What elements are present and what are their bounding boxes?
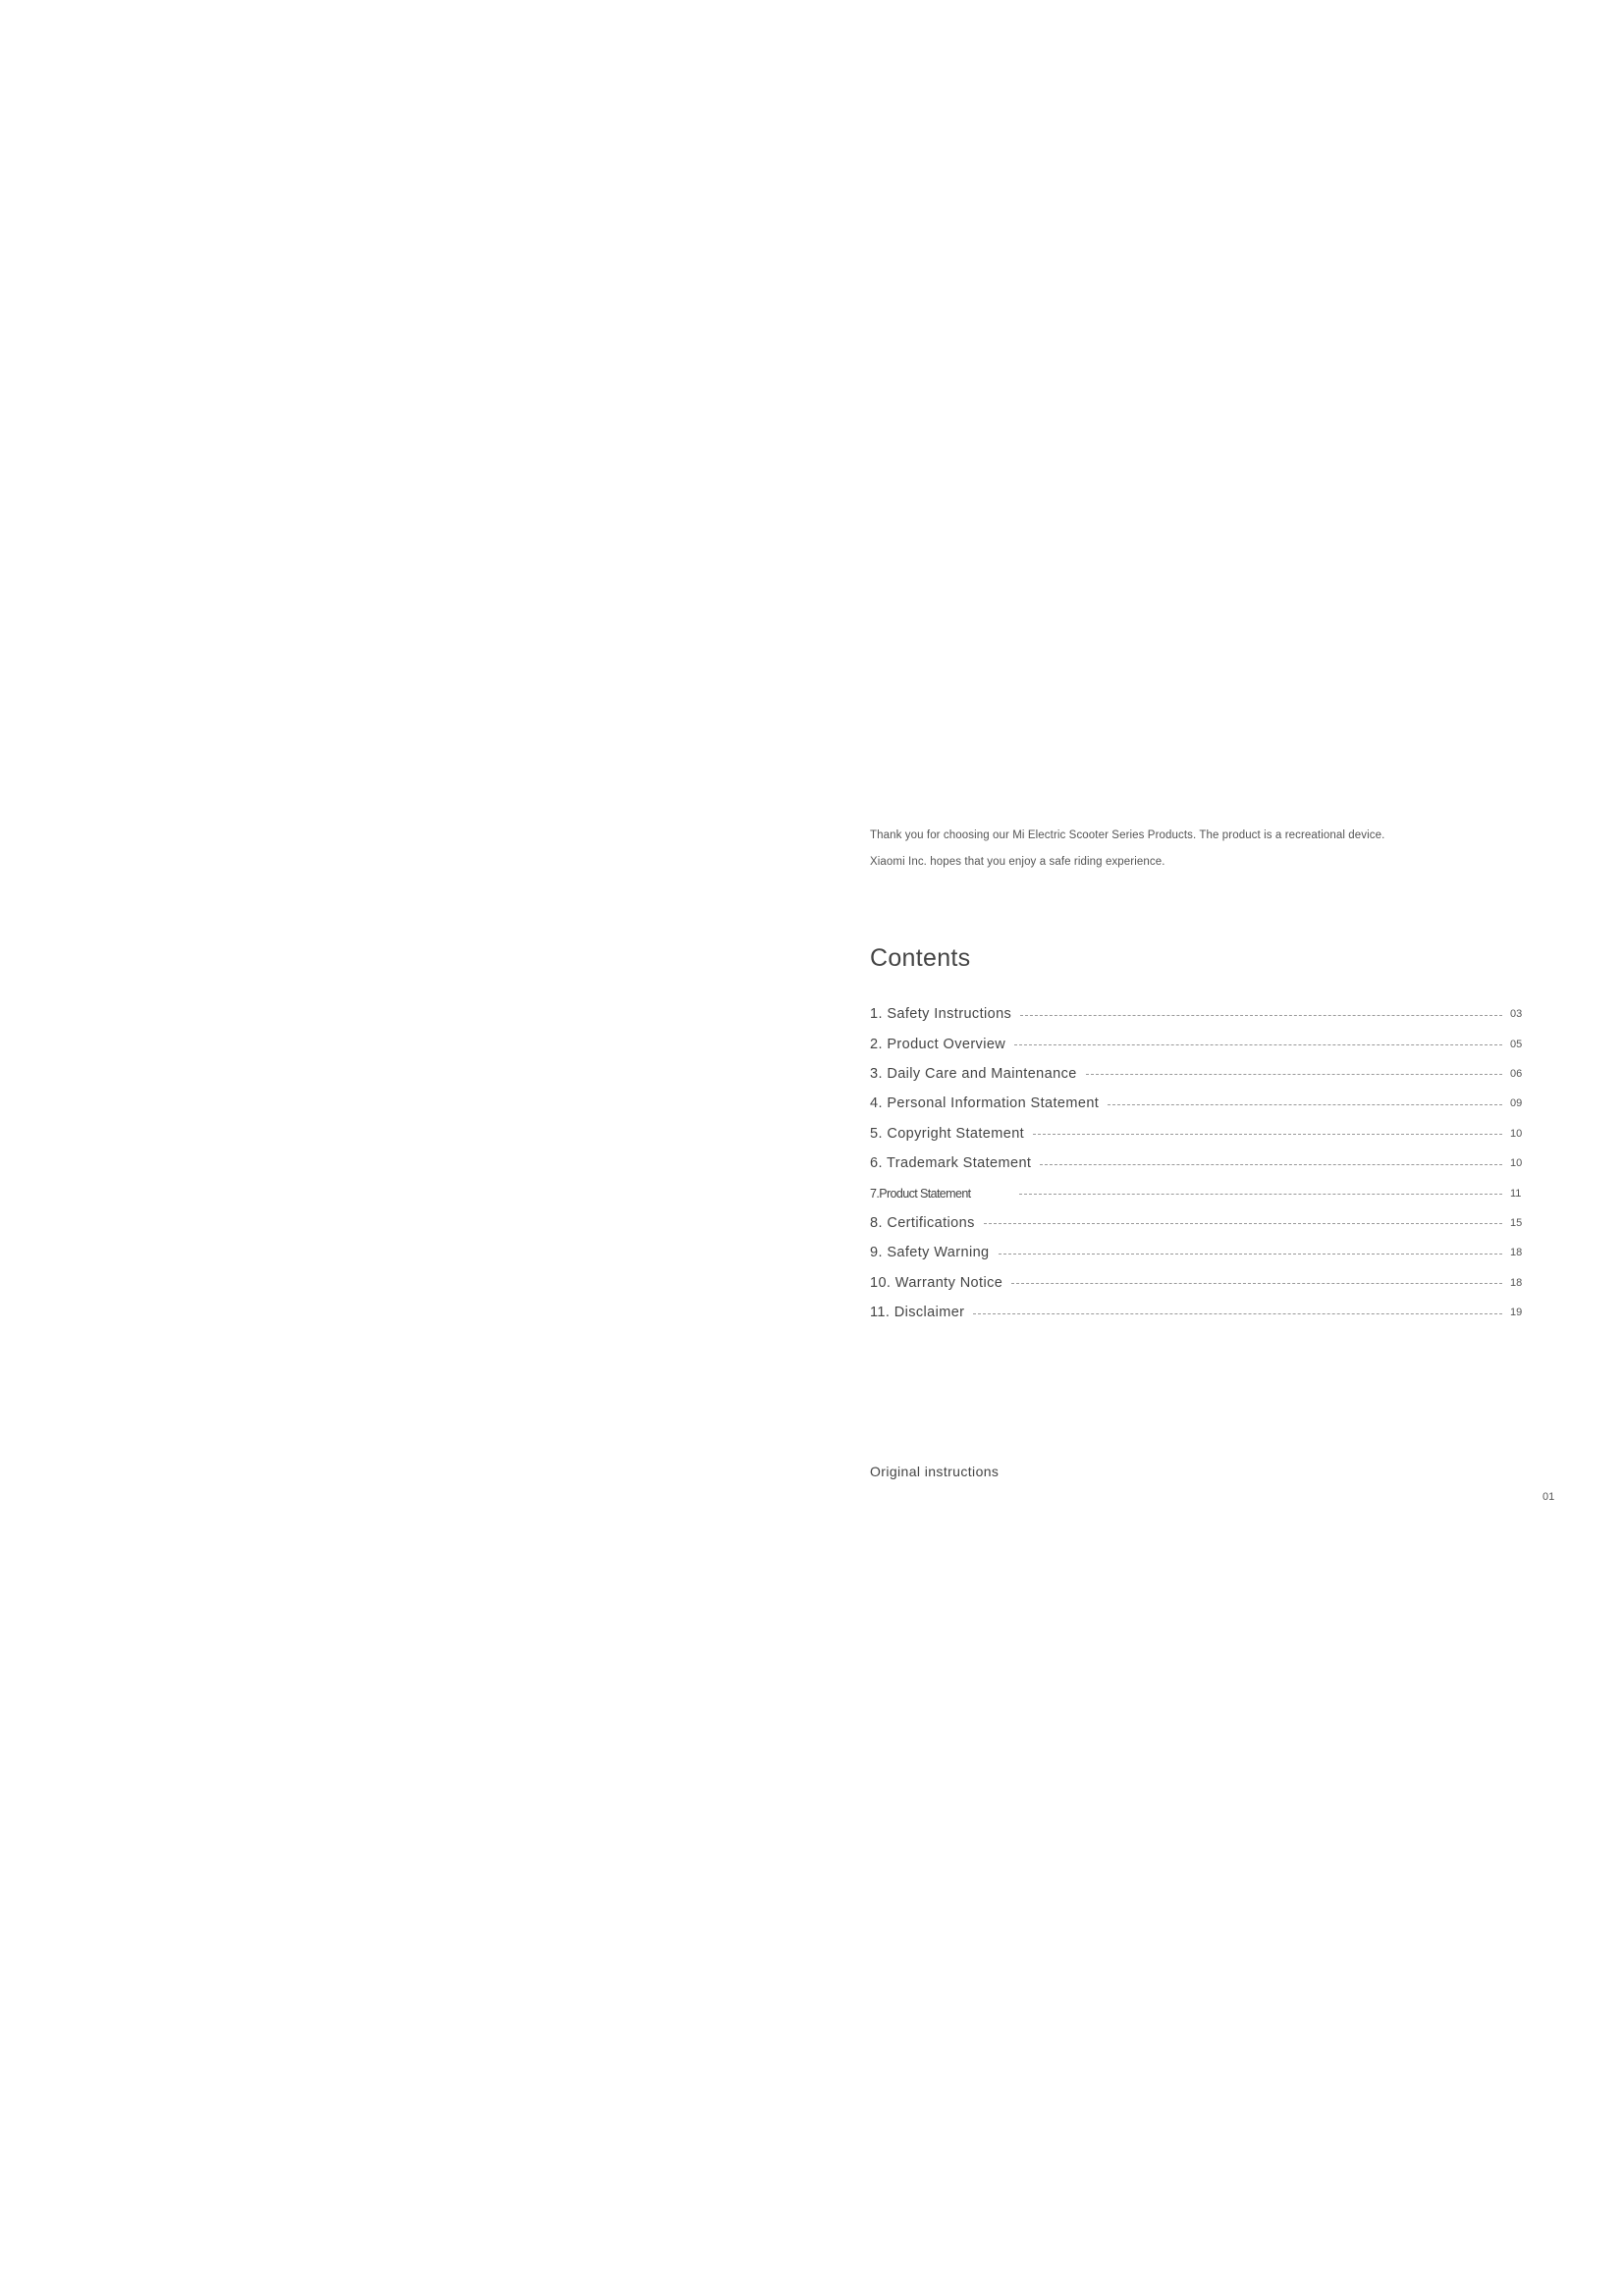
- toc-item-label: 8. Certifications: [870, 1214, 975, 1231]
- toc-dotted-leader: [1108, 1104, 1502, 1105]
- toc-item-page: 11: [1510, 1187, 1522, 1200]
- toc-item-warranty-notice[interactable]: [870, 1268, 1528, 1298]
- toc-item-page: 18: [1510, 1276, 1523, 1289]
- toc-item-label: 1. Safety Instructions: [870, 1006, 1012, 1023]
- toc-item-page: 18: [1510, 1247, 1523, 1259]
- page-number: 01: [1543, 1491, 1555, 1503]
- toc-dotted-leader: [1011, 1283, 1502, 1284]
- toc-item-label: 2. Product Overview: [870, 1036, 1006, 1052]
- original-instructions-label: Original instructions: [870, 1464, 1000, 1479]
- toc-item-page: 15: [1510, 1216, 1523, 1229]
- toc-item-certifications[interactable]: [870, 1208, 1528, 1238]
- intro-line-1: Thank you for choosing our Mi Electric Scooter Series Products. The product is a recreational device.: [870, 829, 1385, 841]
- toc-item-page: 05: [1510, 1038, 1523, 1050]
- toc-item-trademark-statement[interactable]: [870, 1148, 1528, 1178]
- toc-item-label: 10. Warranty Notice: [870, 1274, 1003, 1291]
- toc-item-personal-information[interactable]: [870, 1089, 1528, 1118]
- toc-item-label: 5. Copyright Statement: [870, 1125, 1025, 1142]
- toc-item-label: 4. Personal Information Statement: [870, 1095, 1100, 1112]
- toc-item-page: 10: [1510, 1127, 1523, 1140]
- toc-dotted-leader: [1019, 1194, 1502, 1195]
- toc-item-copyright-statement[interactable]: [870, 1119, 1528, 1148]
- intro-line-2: Xiaomi Inc. hopes that you enjoy a safe riding experience.: [870, 856, 1165, 868]
- toc-item-page: 10: [1510, 1157, 1523, 1170]
- toc-dotted-leader: [1033, 1134, 1502, 1135]
- toc-item-page: 19: [1510, 1307, 1523, 1319]
- toc-item-daily-care[interactable]: [870, 1059, 1528, 1089]
- toc-item-product-overview[interactable]: [870, 1029, 1528, 1058]
- toc-dotted-leader: [1040, 1164, 1502, 1165]
- table-of-contents: [870, 999, 1528, 1327]
- toc-dotted-leader: [1086, 1074, 1502, 1075]
- toc-dotted-leader: [984, 1223, 1502, 1224]
- intro-text: [870, 823, 1557, 876]
- toc-item-label: 3. Daily Care and Maintenance: [870, 1065, 1077, 1082]
- toc-dotted-leader: [1020, 1015, 1502, 1016]
- toc-item-label: 9. Safety Warning: [870, 1245, 990, 1261]
- toc-item-page: 06: [1510, 1067, 1523, 1080]
- toc-item-label: 11. Disclaimer: [870, 1305, 965, 1321]
- contents-title: Contents: [870, 944, 971, 972]
- toc-item-disclaimer[interactable]: [870, 1298, 1528, 1327]
- toc-item-label: 7.Product Statement: [870, 1186, 971, 1201]
- toc-dotted-leader: [973, 1313, 1502, 1314]
- toc-item-safety-instructions[interactable]: [870, 999, 1528, 1029]
- toc-item-safety-warning[interactable]: [870, 1238, 1528, 1267]
- toc-dotted-leader: [1014, 1044, 1502, 1045]
- toc-item-label: 6. Trademark Statement: [870, 1155, 1032, 1172]
- toc-item-page: 03: [1510, 1008, 1523, 1021]
- toc-item-product-statement[interactable]: [870, 1178, 1528, 1207]
- toc-item-page: 09: [1510, 1097, 1523, 1110]
- toc-dotted-leader: [999, 1254, 1502, 1255]
